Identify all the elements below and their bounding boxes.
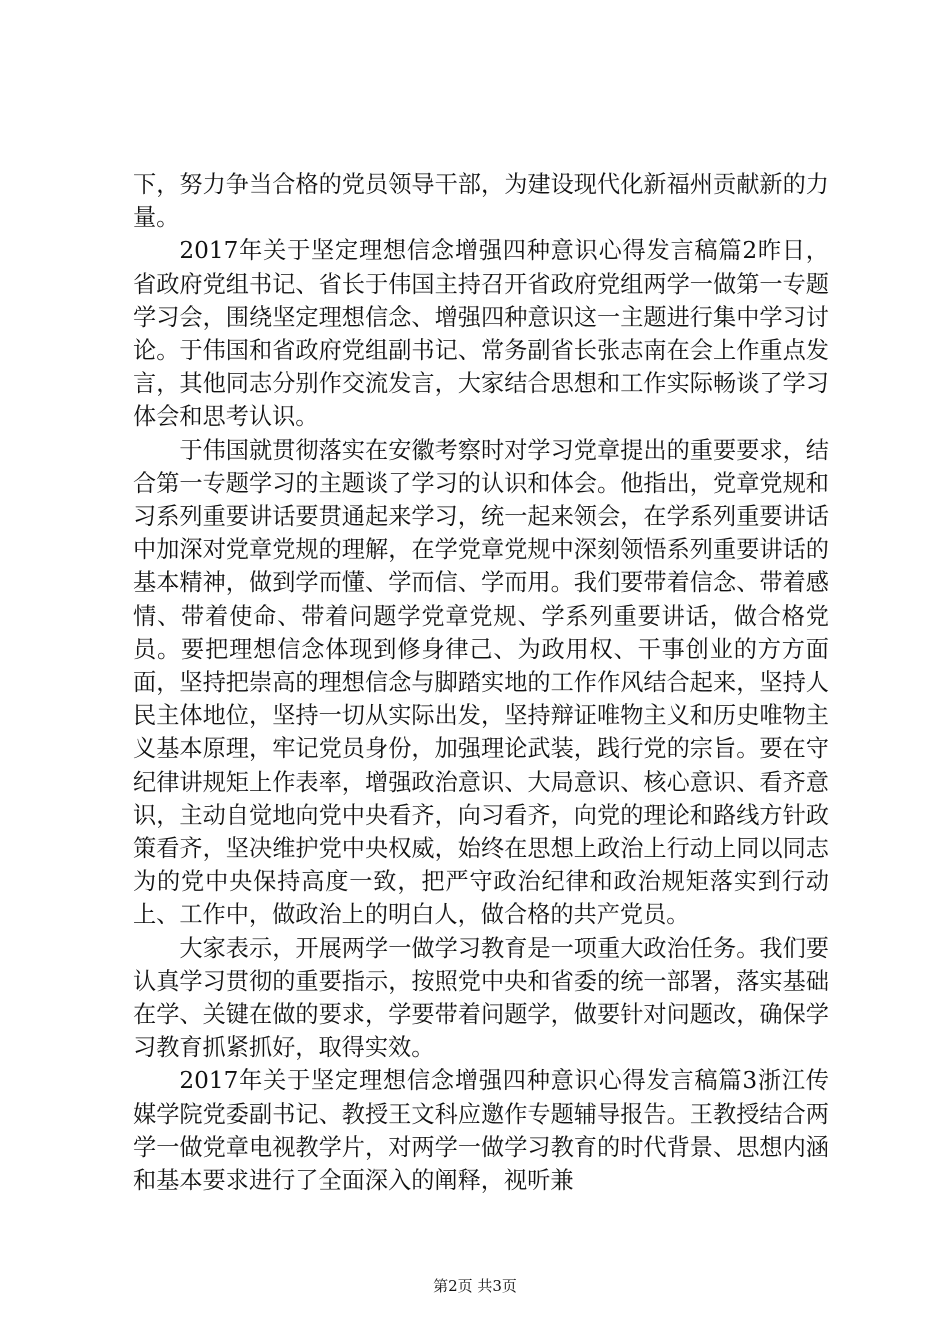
document-body <box>133 168 829 1197</box>
page-footer: 第2页 共3页 <box>433 1277 517 1295</box>
paragraph: 大家表示，开展两学一做学习教育是一项重大政治任务。我们要认真学习贯彻的重要指示，按照党中央和省委的统一部署，落实基础在学、关键在做的要求，学要带着问题学，做要针对问题改，确保学习教育抓紧抓好，取得实效。 <box>133 934 829 1062</box>
paragraph: 2017年关于坚定理想信念增强四种意识心得发言稿篇3浙江传媒学院党委副书记、教授王文科应邀作专题辅导报告。王教授结合两学一做党章电视教学片，对两学一做学习教育的时代背景、思想内涵和基本要求进行了全面深入的阐释，视听兼 <box>133 1067 829 1195</box>
paragraph: 2017年关于坚定理想信念增强四种意识心得发言稿篇2昨日，省政府党组书记、省长于伟国主持召开省政府党组两学一做第一专题学习会，围绕坚定理想信念、增强四种意识这一主题进行集中学习讨论。于伟国和省政府党组副书记、常务副省长张志南在会上作重点发言，其他同志分别作交流发言，大家结合思想和工作实际畅谈了学习体会和思考认识。 <box>133 237 829 431</box>
paragraph: 于伟国就贯彻落实在安徽考察时对学习党章提出的重要要求，结合第一专题学习的主题谈了学习的认识和体会。他指出，党章党规和习系列重要讲话要贯通起来学习，统一起来领会，在学系列重要讲话中加深对党章党规的理解，在学党章党规中深刻领悟系列重要讲话的基本精神，做到学而懂、学而信、学而用。我们要带着信念、带着感情、带着使命、带着问题学党章党规、学系列重要讲话，做合格党员。要把理想信念体现到修身律己、为政用权、干事创业的方方面面，坚持把崇高的理想信念与脚踏实地的工作作风结合起来，坚持人民主体地位，坚持一切从实际出发，坚持辩证唯物主义和历史唯物主义基本原理，牢记党员身份，加强理论武装，践行党的宗旨。要在守纪律讲规矩上作表率，增强政治意识、大局意识、核心意识、看齐意识，主动自觉地向党中央看齐，向习看齐，向党的理论和路线方针政策看齐，坚决维护党中央权威，始终在思想上政治上行动上同以同志为的党中央保持高度一致，把严守政治纪律和政治规矩落实到行动上、工作中，做政治上的明白人，做合格的共产党员。 <box>133 436 829 929</box>
paragraph: 下，努力争当合格的党员领导干部，为建设现代化新福州贡献新的力量。 <box>133 171 829 232</box>
